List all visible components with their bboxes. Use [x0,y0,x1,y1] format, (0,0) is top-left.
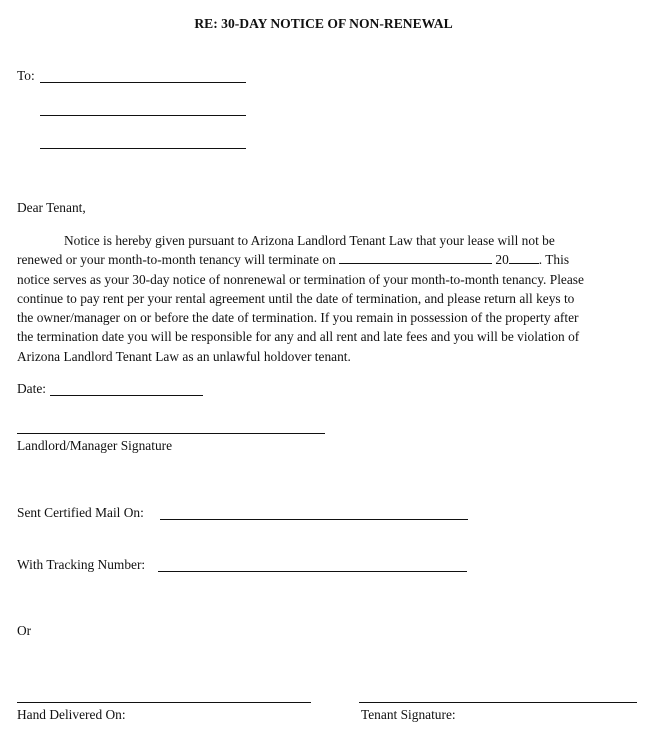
termination-date-blank [339,252,492,264]
body-line-1: Notice is hereby given pursuant to Arizona Landlord Tenant Law that your lease will not be [64,233,555,248]
body-line-2 [17,250,642,269]
body-line-2-end: . This [538,252,570,268]
tenant-signature-line [359,702,637,703]
hand-delivered-line [17,702,311,703]
or-label: Or [17,623,32,638]
date-line [50,395,203,396]
notice-title: RE: 30-DAY NOTICE OF NON-RENEWAL [194,16,453,31]
to-label: To: [17,68,35,83]
certified-mail-label: Sent Certified Mail On: [17,505,144,520]
recipient-line-2 [40,115,246,116]
salutation: Dear Tenant, [17,200,86,215]
year-prefix: 20 [495,252,509,268]
landlord-signature-label: Landlord/Manager Signature [17,438,173,453]
certified-mail-line [160,519,468,520]
tracking-line [158,571,467,572]
date-label: Date: [17,381,46,396]
notice-body [17,231,642,366]
body-line-2-text: renewed or your month-to-month tenancy will terminate on [17,252,336,268]
tenant-signature-label: Tenant Signature: [361,707,456,722]
recipient-line-1 [40,82,246,83]
tracking-label: With Tracking Number: [17,557,146,572]
body-line-6: the termination date you will be responsible for any and all rent and late fees and you will be violation of [17,329,580,345]
hand-delivered-label: Hand Delivered On: [17,707,126,722]
body-line-4: continue to pay rent per your rental agreement until the date of termination, and please return all keys to [17,290,575,306]
body-line-3: notice serves as your 30-day notice of nonrenewal or termination of your month-to-month tenancy. Please [17,271,584,287]
body-line-5: the owner/manager on or before the date of termination. If you remain in possession of the property after [17,310,579,326]
body-line-7: Arizona Landlord Tenant Law as an unlawful holdover tenant. [17,348,351,364]
recipient-line-3 [40,148,246,149]
landlord-signature-line [17,433,325,434]
year-blank [509,252,539,264]
